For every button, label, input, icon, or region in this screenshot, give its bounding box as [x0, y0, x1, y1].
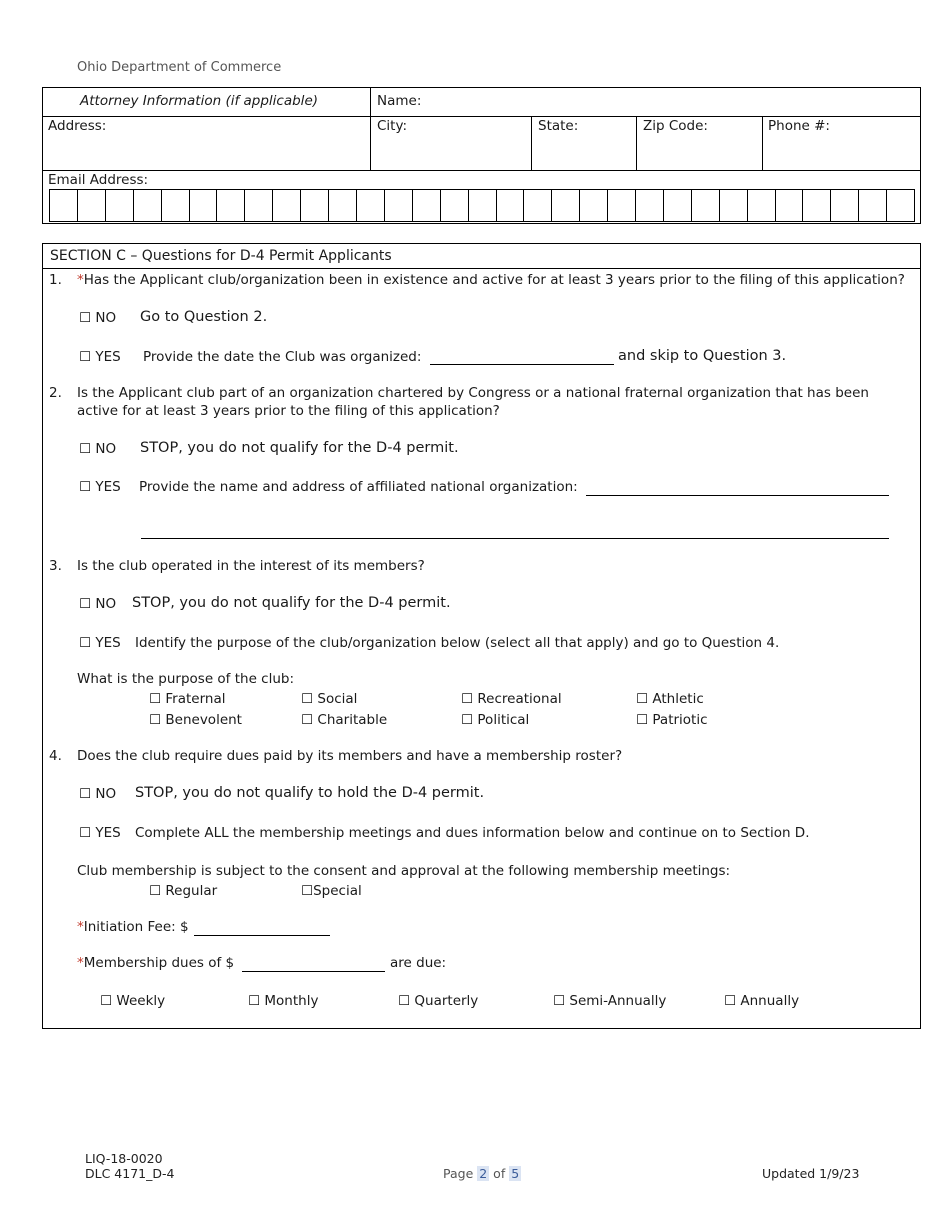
- email-char-box[interactable]: [803, 190, 831, 221]
- frequency-semiannually-checkbox[interactable]: ☐ Semi-Annually: [553, 993, 667, 1009]
- email-char-box[interactable]: [636, 190, 664, 221]
- email-char-box[interactable]: [608, 190, 636, 221]
- purpose-label: What is the purpose of the club:: [77, 671, 295, 687]
- email-character-boxes[interactable]: [49, 189, 915, 222]
- purpose-benevolent-checkbox[interactable]: ☐ Benevolent: [149, 712, 242, 728]
- required-star: *: [77, 272, 84, 288]
- email-char-box[interactable]: [441, 190, 469, 221]
- page-current: 2: [479, 1166, 488, 1181]
- email-char-box[interactable]: [106, 190, 134, 221]
- col-divider: [531, 116, 532, 170]
- q2-text-line1: Is the Applicant club part of an organization chartered by Congress or a national fraternal organization that has been: [77, 385, 869, 401]
- q2-no-checkbox[interactable]: ☐ NO: [79, 441, 117, 457]
- email-char-box[interactable]: [413, 190, 441, 221]
- section-c: [42, 243, 921, 1029]
- email-char-box[interactable]: [78, 190, 106, 221]
- email-char-box[interactable]: [301, 190, 329, 221]
- email-char-box[interactable]: [273, 190, 301, 221]
- attorney-address-field[interactable]: Address:: [48, 118, 107, 134]
- section-header-divider: [43, 268, 920, 269]
- q2-no-instruction: STOP, you do not qualify for the D-4 permit.: [140, 440, 459, 456]
- email-char-box[interactable]: [859, 190, 887, 221]
- club-organized-date-field[interactable]: [430, 364, 614, 365]
- q1-yes-checkbox[interactable]: ☐ YES: [79, 349, 121, 365]
- attorney-zip-field[interactable]: Zip Code:: [643, 118, 708, 134]
- col-divider: [762, 116, 763, 170]
- purpose-recreational-checkbox[interactable]: ☐ Recreational: [461, 691, 562, 707]
- email-char-box[interactable]: [469, 190, 497, 221]
- email-char-box[interactable]: [524, 190, 552, 221]
- email-char-box[interactable]: [580, 190, 608, 221]
- q4-yes-instruction: Complete ALL the membership meetings and dues information below and continue on to Section D.: [135, 825, 810, 841]
- attorney-phone-field[interactable]: Phone #:: [768, 118, 830, 134]
- q3-text: Is the club operated in the interest of its members?: [77, 558, 425, 574]
- form-code: DLC 4171_D-4: [85, 1166, 175, 1181]
- updated-date: Updated 1/9/23: [762, 1166, 860, 1181]
- frequency-annually-checkbox[interactable]: ☐ Annually: [724, 993, 800, 1009]
- meeting-special-checkbox[interactable]: ☐Special: [301, 883, 362, 899]
- purpose-athletic-checkbox[interactable]: ☐ Athletic: [636, 691, 704, 707]
- q2-yes-checkbox[interactable]: ☐ YES: [79, 479, 121, 495]
- purpose-fraternal-checkbox[interactable]: ☐ Fraternal: [149, 691, 226, 707]
- email-char-box[interactable]: [748, 190, 776, 221]
- email-char-box[interactable]: [664, 190, 692, 221]
- attorney-email-label: Email Address:: [48, 172, 149, 188]
- purpose-charitable-checkbox[interactable]: ☐ Charitable: [301, 712, 388, 728]
- email-char-box[interactable]: [385, 190, 413, 221]
- q1-number: 1.: [49, 272, 62, 288]
- q3-yes-checkbox[interactable]: ☐ YES: [79, 635, 121, 651]
- page-prefix: Page: [443, 1166, 478, 1181]
- meeting-regular-checkbox[interactable]: ☐ Regular: [149, 883, 218, 899]
- membership-dues-field[interactable]: [242, 971, 385, 972]
- q2-yes-instruction: Provide the name and address of affiliated national organization:: [139, 479, 578, 495]
- page-indicator: [443, 1166, 521, 1181]
- purpose-patriotic-checkbox[interactable]: ☐ Patriotic: [636, 712, 708, 728]
- required-star: *: [77, 955, 84, 971]
- attorney-city-field[interactable]: City:: [377, 118, 408, 134]
- q1-text: [77, 272, 905, 288]
- q4-yes-checkbox[interactable]: ☐ YES: [79, 825, 121, 841]
- q2-text-line2: active for at least 3 years prior to the filing of this application?: [77, 403, 500, 419]
- email-char-box[interactable]: [134, 190, 162, 221]
- email-char-box[interactable]: [357, 190, 385, 221]
- email-char-box[interactable]: [50, 190, 78, 221]
- page-total: 5: [511, 1166, 520, 1181]
- affiliated-org-field-line1[interactable]: [586, 495, 889, 496]
- purpose-social-checkbox[interactable]: ☐ Social: [301, 691, 358, 707]
- attorney-info-table: [42, 87, 921, 224]
- col-divider: [370, 88, 371, 170]
- dues-after-text: are due:: [390, 955, 447, 971]
- attorney-name-field[interactable]: Name:: [377, 93, 422, 109]
- email-char-box[interactable]: [190, 190, 218, 221]
- email-char-box[interactable]: [692, 190, 720, 221]
- required-star: *: [77, 919, 84, 935]
- q1-no-checkbox[interactable]: ☐ NO: [79, 310, 117, 326]
- affiliated-org-field-line2[interactable]: [141, 538, 889, 539]
- email-char-box[interactable]: [329, 190, 357, 221]
- attorney-state-field[interactable]: State:: [538, 118, 579, 134]
- q3-no-instruction: STOP, you do not qualify for the D-4 permit.: [132, 595, 451, 611]
- q3-yes-instruction: Identify the purpose of the club/organization below (select all that apply) and go to Question 4.: [135, 635, 780, 651]
- row-divider: [43, 170, 920, 171]
- initiation-fee-field[interactable]: [194, 935, 330, 936]
- email-char-box[interactable]: [162, 190, 190, 221]
- attorney-heading: Attorney Information (if applicable): [80, 93, 319, 109]
- q1-question: Has the Applicant club/organization been in existence and active for at least 3 years prior to the filing of this application?: [83, 272, 905, 288]
- email-char-box[interactable]: [831, 190, 859, 221]
- q4-text: Does the club require dues paid by its members and have a membership roster?: [77, 748, 623, 764]
- frequency-quarterly-checkbox[interactable]: ☐ Quarterly: [398, 993, 479, 1009]
- email-char-box[interactable]: [217, 190, 245, 221]
- q4-no-checkbox[interactable]: ☐ NO: [79, 786, 117, 802]
- q1-no-instruction: Go to Question 2.: [140, 309, 268, 325]
- membership-dues-text: Membership dues of $: [83, 955, 235, 971]
- q3-no-checkbox[interactable]: ☐ NO: [79, 596, 117, 612]
- section-c-title: SECTION C – Questions for D-4 Permit Applicants: [50, 248, 392, 264]
- email-char-box[interactable]: [245, 190, 273, 221]
- email-char-box[interactable]: [552, 190, 580, 221]
- q1-yes-instruction: Provide the date the Club was organized:: [143, 349, 422, 365]
- row-divider: [43, 116, 920, 117]
- q3-number: 3.: [49, 558, 62, 574]
- initiation-fee-text: Initiation Fee: $: [83, 919, 189, 935]
- form-id: LIQ-18-0020: [85, 1151, 163, 1166]
- q2-number: 2.: [49, 385, 62, 401]
- initiation-fee-label: [77, 919, 189, 935]
- email-char-box[interactable]: [497, 190, 525, 221]
- email-char-box[interactable]: [776, 190, 804, 221]
- email-char-box[interactable]: [887, 190, 914, 221]
- frequency-monthly-checkbox[interactable]: ☐ Monthly: [248, 993, 319, 1009]
- q4-number: 4.: [49, 748, 62, 764]
- q1-yes-after: and skip to Question 3.: [618, 348, 787, 364]
- department-name: Ohio Department of Commerce: [77, 60, 282, 75]
- frequency-weekly-checkbox[interactable]: ☐ Weekly: [100, 993, 166, 1009]
- email-char-box[interactable]: [720, 190, 748, 221]
- membership-dues-label: [77, 955, 234, 971]
- purpose-political-checkbox[interactable]: ☐ Political: [461, 712, 530, 728]
- col-divider: [636, 116, 637, 170]
- q4-no-instruction: STOP, you do not qualify to hold the D-4 permit.: [135, 785, 485, 801]
- meetings-text: Club membership is subject to the consent and approval at the following membership meetings:: [77, 863, 731, 879]
- page-mid: of: [489, 1166, 510, 1181]
